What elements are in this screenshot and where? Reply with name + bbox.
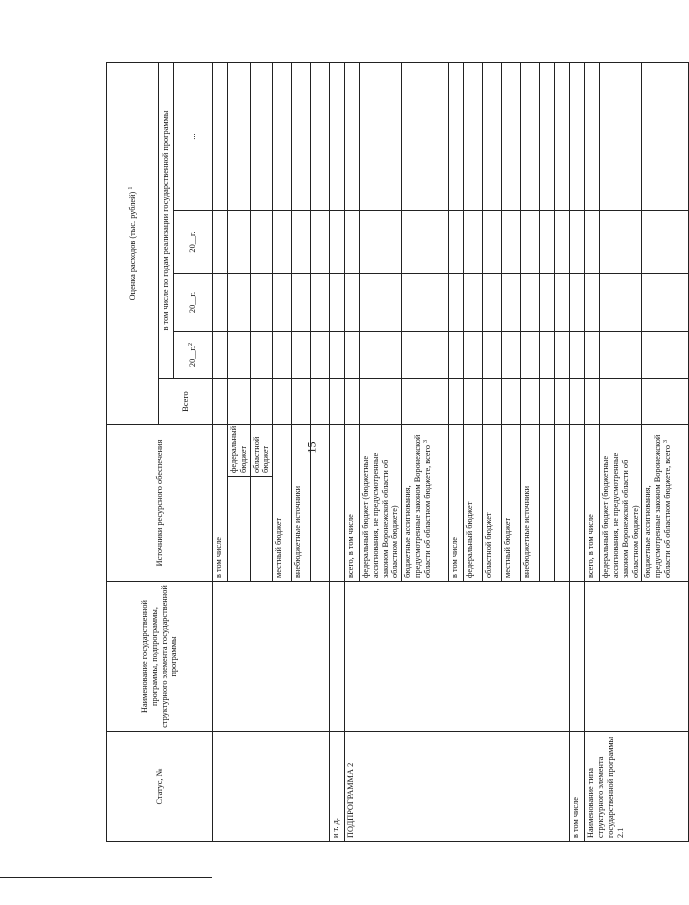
- sub-federal-long: федеральный бюджет (бюджетные ассигнования, не предусмотренные законом Воронежской области об областном бюджете): [360, 425, 402, 582]
- element-in-total: в том числе: [570, 732, 585, 842]
- el-total-incl: всего, в том числе: [585, 425, 600, 582]
- sub-assign: бюджетные ассигнования, предусмотренные законом Воронежской области об областном бюджете, всего $^3$: [402, 425, 449, 582]
- page-number: 15: [304, 441, 319, 454]
- spacer: [228, 477, 251, 582]
- header-status: Статус, №: [107, 732, 213, 842]
- sub-local: местный бюджет: [502, 425, 521, 582]
- rotated-table-frame: [106, 63, 672, 842]
- header-total: Всего: [159, 379, 213, 425]
- header-name: Наименование государственной программы, подпрограммы, структурного элемента государственной программы: [107, 582, 213, 732]
- cell-etc: и т. д.: [330, 732, 345, 842]
- sub-in-total: в том числе: [449, 425, 464, 582]
- header-by-years: в том числе по годам реализации государственной программы: [159, 62, 174, 378]
- header-year-2: 20__г.: [174, 274, 213, 332]
- source-extra: внебюджетные источники: [292, 425, 311, 582]
- header-ellipsis: ...: [174, 62, 213, 210]
- sub-total-incl: всего, в том числе: [345, 425, 360, 582]
- subprogram-title: ПОДПРОГРАММА 2: [345, 732, 570, 842]
- source-local: местный бюджет: [273, 425, 292, 582]
- source-in-total: в том числе: [213, 425, 228, 582]
- source-regional: областной бюджет: [250, 425, 273, 477]
- el-federal-long: федеральный бюджет (бюджетные ассигнования, не предусмотренные законом Воронежской области об областном бюджете): [600, 425, 642, 582]
- subprogram-name: [345, 582, 570, 732]
- spacer: [250, 477, 273, 582]
- header-sources: Источники ресурсного обеспечения: [107, 425, 213, 582]
- footnote-rule: [0, 877, 212, 878]
- cell-name-1: [213, 582, 330, 732]
- budget-table: [106, 62, 689, 842]
- header-year-3: 20__г.: [174, 211, 213, 274]
- header-estimate: Оценка расходов (тыс. рублей) $^1$: [107, 62, 159, 424]
- element-desc: [585, 582, 689, 732]
- el-assign: бюджетные ассигнования, предусмотренные законом Воронежской области об областном бюджете, всего $^3$: [642, 425, 689, 582]
- source-federal: федеральный бюджет: [228, 425, 251, 477]
- element-name: Наименование типа структурного элемента государственной программы 2.1: [585, 732, 689, 842]
- sub-federal: федеральный бюджет: [464, 425, 483, 582]
- sub-regional: областной бюджет: [483, 425, 502, 582]
- cell-status-1: [213, 732, 330, 842]
- sub-extra: внебюджетные источники: [521, 425, 540, 582]
- header-year-1: 20__г.$^2$: [174, 332, 213, 379]
